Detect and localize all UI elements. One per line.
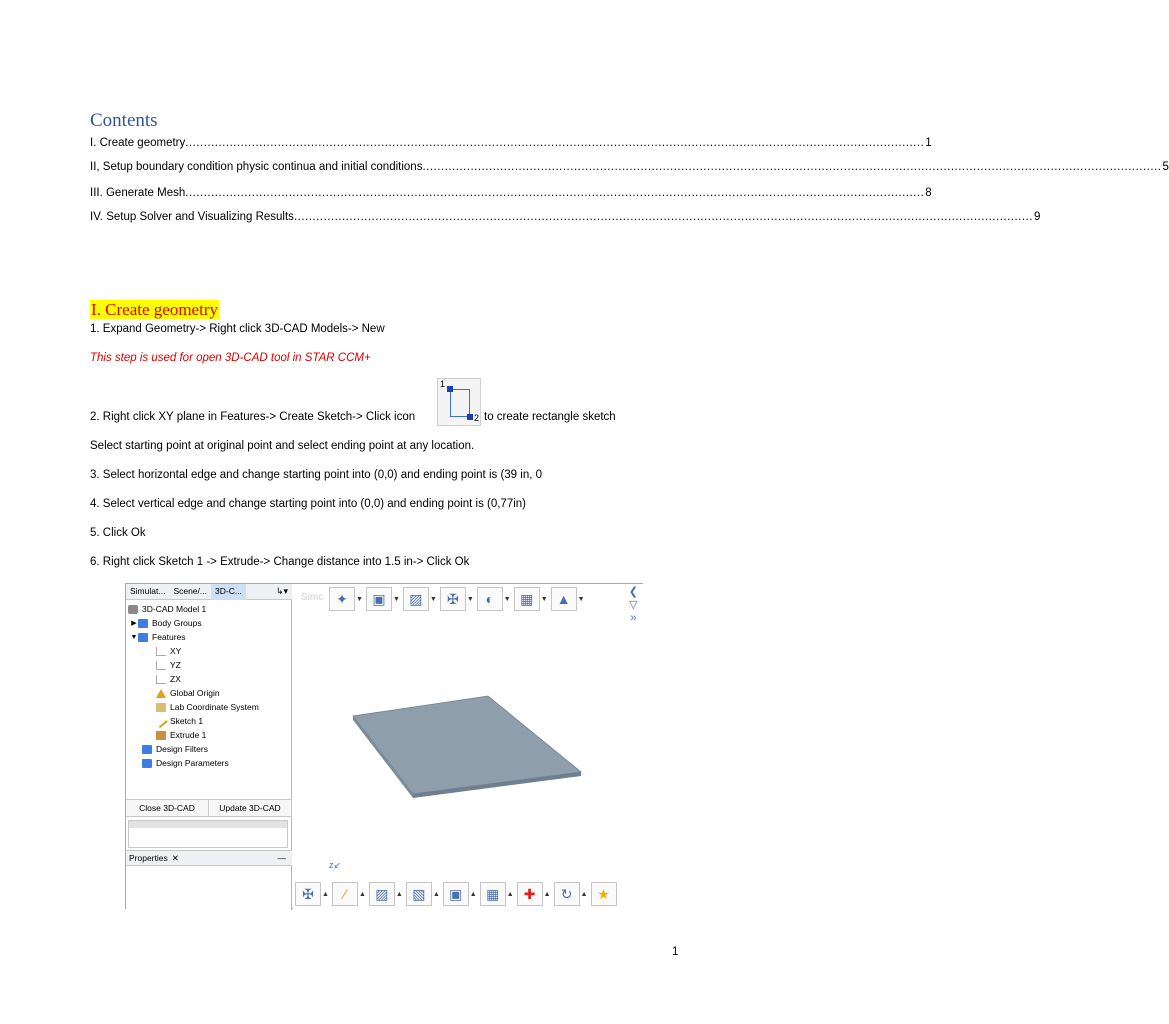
- close-3d-cad-button[interactable]: Close 3D-CAD: [126, 800, 209, 816]
- plane-icon: [156, 647, 166, 656]
- folder-icon: [138, 619, 148, 628]
- extrude-icon: [156, 731, 166, 740]
- minimize-icon[interactable]: —: [277, 853, 286, 863]
- pin-menu-icon[interactable]: ↳▾: [275, 586, 288, 596]
- dropdown-arrow-icon[interactable]: ▼: [540, 595, 548, 603]
- revolve-icon: ◐: [477, 587, 503, 611]
- dropdown-arrow-icon[interactable]: ▲: [543, 890, 551, 898]
- wireframe-icon: ▦: [480, 882, 506, 906]
- toc-leader: ........................................................................................................................................................................................................: [293, 211, 1033, 223]
- block-button[interactable]: [366, 587, 400, 611]
- tree-item-global-origin[interactable]: [156, 686, 220, 700]
- step-5-text: 5. Click Ok: [90, 527, 146, 539]
- side-controls: [629, 586, 638, 625]
- cad-model-icon: [128, 605, 138, 614]
- section-heading: I. Create geometry: [91, 300, 218, 319]
- toc-leader: ........................................................................................................................................................................................................: [185, 137, 925, 149]
- tree-item-yz[interactable]: [156, 658, 181, 672]
- star-icon: ★: [591, 882, 617, 906]
- select-text: Select starting point at original point and select ending point at any location.: [90, 440, 475, 452]
- dropdown-arrow-icon[interactable]: ▲: [358, 890, 366, 898]
- tree-item-xy[interactable]: [156, 644, 181, 658]
- tree-item-zx[interactable]: [156, 672, 181, 686]
- tree-item-extrude-1[interactable]: [156, 728, 206, 742]
- point-1-label: 1: [440, 379, 446, 389]
- tree-item-sketch-1[interactable]: [156, 714, 203, 728]
- rotate-button[interactable]: [554, 882, 588, 906]
- step-2-text: 2. Right click XY plane in Features-> Create Sketch-> Click icon: [90, 411, 416, 423]
- origin-icon: [156, 689, 166, 698]
- tree-item-design-parameters[interactable]: [142, 756, 229, 770]
- face-button[interactable]: [369, 882, 403, 906]
- repair-button[interactable]: [517, 882, 551, 906]
- top-toolbar: [329, 587, 588, 611]
- block-icon: ▣: [366, 587, 392, 611]
- tree-item-body-groups[interactable]: [130, 616, 202, 630]
- sketch-icon: [154, 714, 167, 727]
- toc-leader: ........................................................................................................................................................................................................: [185, 187, 925, 199]
- point-2-label: 2: [473, 413, 479, 423]
- axes-button[interactable]: [295, 882, 329, 906]
- tree-label: Features: [152, 632, 186, 642]
- tree-label: Extrude 1: [170, 730, 207, 740]
- tree-label: Global Origin: [170, 688, 220, 698]
- dropdown-arrow-icon[interactable]: ▼: [429, 595, 437, 603]
- folder-icon: [142, 745, 152, 754]
- dropdown-arrow-icon[interactable]: ▲: [395, 890, 403, 898]
- properties-header: [126, 850, 292, 866]
- expand-caret-icon[interactable]: ▶: [131, 620, 137, 627]
- expand-right-icon[interactable]: »: [630, 612, 637, 624]
- revolve-button[interactable]: [477, 587, 511, 611]
- select-icon: ▲: [551, 587, 577, 611]
- dropdown-arrow-icon[interactable]: ▼: [356, 595, 363, 603]
- graphics-viewport[interactable]: [293, 584, 644, 910]
- toc-entry-page: 1: [925, 137, 932, 149]
- plane-icon: [156, 675, 166, 684]
- folder-icon: [138, 633, 148, 642]
- datum-button[interactable]: [440, 587, 474, 611]
- favorite-button[interactable]: [591, 882, 617, 906]
- dropdown-arrow-icon[interactable]: ▼: [577, 595, 585, 603]
- solid-button[interactable]: [443, 882, 477, 906]
- collapse-caret-icon[interactable]: ▼: [130, 633, 138, 641]
- tree-label: Lab Coordinate System: [170, 702, 259, 712]
- tree-item-design-filters[interactable]: [142, 742, 208, 756]
- solid-icon: ▣: [443, 882, 469, 906]
- status-bar: [129, 821, 287, 828]
- explorer-tabs: [126, 584, 292, 600]
- axis-z-label: z: [329, 860, 334, 870]
- tree-label: Design Filters: [156, 744, 208, 754]
- pattern-icon: ▦: [514, 587, 540, 611]
- toc-entry-label: IV. Setup Solver and Visualizing Results: [90, 211, 294, 223]
- end-point-marker: [467, 414, 473, 420]
- close-icon[interactable]: ✕: [171, 852, 179, 863]
- tree-label: XY: [170, 646, 182, 656]
- wireframe-button[interactable]: [480, 882, 514, 906]
- face-icon: ▨: [369, 882, 395, 906]
- explorer-pane: [126, 584, 292, 910]
- rectangle-outline: [450, 389, 470, 417]
- dropdown-arrow-icon[interactable]: ▼: [466, 595, 474, 603]
- note-text: This step is used for open 3D-CAD tool in STAR CCM+: [90, 352, 371, 364]
- sketch-tools-button[interactable]: [329, 587, 363, 611]
- edge-icon: ▧: [406, 882, 432, 906]
- pattern-button[interactable]: [514, 587, 548, 611]
- toc-entry-page: 5: [1162, 161, 1169, 173]
- rectangle-sketch-icon: [437, 378, 481, 426]
- star-ccm-screenshot: [125, 583, 643, 909]
- toc-leader: ........................................................................................................................................................................................................: [422, 161, 1162, 173]
- dropdown-arrow-icon[interactable]: ▲: [469, 890, 477, 898]
- first-aid-icon: ✚: [517, 882, 543, 906]
- toc-entry-page: 9: [1033, 211, 1041, 223]
- coordinate-system-icon: [156, 703, 166, 712]
- properties-tab[interactable]: Properties: [129, 853, 168, 863]
- bottom-toolbar: [295, 882, 620, 906]
- update-3d-cad-button[interactable]: Update 3D-CAD: [209, 800, 292, 816]
- tab-scene[interactable]: Scene/...: [173, 586, 207, 596]
- folder-icon: [142, 759, 152, 768]
- tree-label: Design Parameters: [156, 758, 229, 768]
- tree-item-lab-coordinate-system[interactable]: [156, 700, 259, 714]
- tree-label: Body Groups: [152, 618, 202, 628]
- tree-item-features[interactable]: [130, 630, 186, 644]
- cad-button-row: [126, 799, 292, 817]
- tree-label: ZX: [170, 674, 181, 684]
- tree-label: YZ: [170, 660, 181, 670]
- dropdown-arrow-icon[interactable]: ▲: [506, 890, 514, 898]
- body-icon: ▨: [403, 587, 429, 611]
- select-button[interactable]: [551, 587, 585, 611]
- step-1-text: 1. Expand Geometry-> Right click 3D-CAD Models-> New: [90, 323, 385, 335]
- rotate-icon: ↻: [554, 882, 580, 906]
- step-2-text-suffix: to create rectangle sketch: [484, 411, 616, 423]
- plane-icon: [156, 661, 166, 670]
- toc-entry[interactable]: [90, 161, 1169, 177]
- extruded-plate: [293, 584, 644, 910]
- toc-entry-page: 8: [925, 187, 932, 199]
- axes-icon: ✠: [295, 882, 321, 906]
- step-4-text: 4. Select vertical edge and change starting point into (0,0) and ending point is (0,77in): [90, 498, 527, 510]
- contents-title: Contents: [90, 110, 158, 131]
- start-point-marker: [447, 386, 453, 392]
- dropdown-arrow-icon[interactable]: ▲: [432, 890, 440, 898]
- line-button[interactable]: [332, 882, 366, 906]
- dropdown-arrow-icon[interactable]: ▲: [580, 890, 588, 898]
- body-button[interactable]: [403, 587, 437, 611]
- dropdown-arrow-icon[interactable]: ▲: [322, 890, 329, 898]
- toc-entry-label: III. Generate Mesh: [90, 187, 186, 199]
- status-box: [128, 820, 288, 848]
- page-number: 1: [672, 946, 679, 958]
- filter-icon[interactable]: ▽: [629, 599, 638, 611]
- collapse-left-icon[interactable]: ❮: [628, 586, 638, 598]
- tab-simulation[interactable]: Simulat...: [130, 586, 166, 596]
- toc-entry-label: I. Create geometry: [90, 137, 186, 149]
- step-3-text: 3. Select horizontal edge and change starting point into (0,0) and ending point is (39 in, 0: [90, 469, 542, 481]
- dropdown-arrow-icon[interactable]: ▼: [392, 595, 400, 603]
- toc-entry[interactable]: [90, 211, 1041, 227]
- dropdown-arrow-icon[interactable]: ▼: [503, 595, 511, 603]
- tree-label: Sketch 1: [170, 716, 204, 726]
- edge-button[interactable]: [406, 882, 440, 906]
- tree-label: 3D-CAD Model 1: [142, 604, 207, 614]
- step-6-text: 6. Right click Sketch 1 -> Extrude-> Change distance into 1.5 in-> Click Ok: [90, 556, 470, 568]
- tree-item-root[interactable]: [128, 602, 206, 616]
- sketch-axes-icon: ✦: [329, 587, 355, 611]
- viewport-watermark: Simc: [301, 592, 324, 603]
- pencil-icon: ∕: [332, 882, 358, 906]
- tab-3d-cad[interactable]: 3D-C...: [211, 584, 246, 600]
- axis-triad-icon: z↙: [329, 860, 342, 870]
- toc-entry[interactable]: [90, 187, 932, 203]
- toc-entry[interactable]: [90, 137, 932, 153]
- datum-icon: ✠: [440, 587, 466, 611]
- toc-entry-label: II, Setup boundary condition physic continua and initial conditions: [90, 161, 423, 173]
